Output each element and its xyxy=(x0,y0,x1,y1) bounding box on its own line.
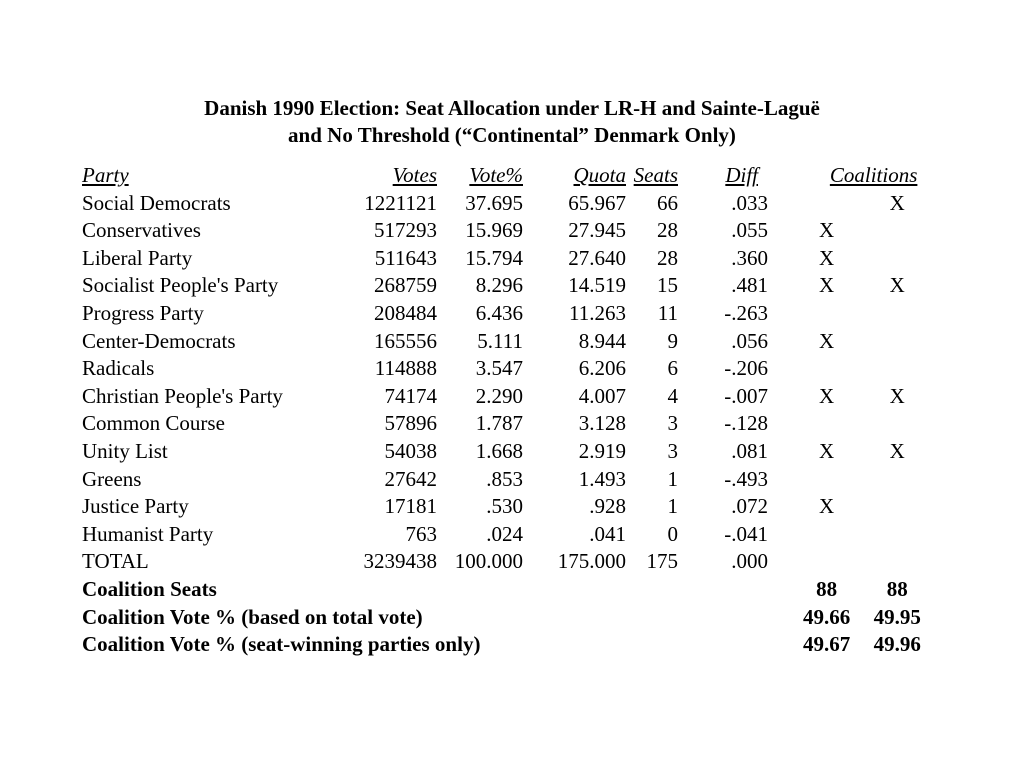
summary-value-coalition-1: 49.66 xyxy=(803,604,851,629)
summary-rows xyxy=(78,576,944,659)
title-line-1: Danish 1990 Election: Seat Allocation under LR-H and Sainte-Laguë xyxy=(204,96,820,120)
header-gap xyxy=(768,162,803,190)
summary-value-coalition-2: 88 xyxy=(886,576,908,601)
coalition-1-cell xyxy=(803,190,850,218)
table-title xyxy=(0,95,1024,149)
seats-cell: 1 xyxy=(667,494,678,519)
coalition-2-cell xyxy=(850,521,944,549)
coalition-2-cell xyxy=(850,300,944,328)
gap-cell xyxy=(768,521,803,549)
vote-pct-cell: 8.296 xyxy=(475,273,523,298)
gap-cell xyxy=(768,410,803,438)
diff-cell: .072 xyxy=(731,494,768,519)
table-row xyxy=(78,355,944,383)
summary-label: Coalition Seats xyxy=(82,576,217,601)
table-row xyxy=(78,493,944,521)
coalition-2-cell xyxy=(850,493,944,521)
party-name-cell: Radicals xyxy=(82,356,155,381)
vote-pct-cell: .853 xyxy=(486,466,523,491)
summary-label: Coalition Vote % (seat-winning parties only) xyxy=(82,632,481,657)
seats-cell: 9 xyxy=(667,328,678,353)
party-name-cell: TOTAL xyxy=(82,549,149,574)
header-row xyxy=(78,162,944,190)
party-name-cell: Liberal Party xyxy=(82,245,193,270)
coalition-2-cell: X xyxy=(889,438,905,463)
votes-cell: 511643 xyxy=(374,245,437,270)
gap-cell xyxy=(768,383,803,411)
coalition-2-cell xyxy=(850,328,944,356)
coalition-1-cell: X xyxy=(819,383,835,408)
vote-pct-cell: 37.695 xyxy=(465,190,523,215)
seats-cell: 15 xyxy=(657,273,678,298)
quota-cell: 6.206 xyxy=(578,356,626,381)
diff-cell: .081 xyxy=(731,438,768,463)
diff-cell: .000 xyxy=(731,549,768,574)
quota-cell: 8.944 xyxy=(578,328,626,353)
diff-cell: .360 xyxy=(731,245,768,270)
vote-pct-cell: 6.436 xyxy=(475,300,523,325)
coalition-2-cell xyxy=(850,245,944,273)
coalition-2-cell: X xyxy=(889,273,905,298)
diff-cell: .055 xyxy=(731,218,768,243)
diff-cell: -.041 xyxy=(724,521,768,546)
table-row xyxy=(78,217,944,245)
table-row xyxy=(78,383,944,411)
seats-cell: 28 xyxy=(657,218,678,243)
diff-cell: -.128 xyxy=(724,411,768,436)
gap-cell xyxy=(768,355,803,383)
quota-cell: 2.919 xyxy=(578,438,626,463)
summary-value-coalition-1: 88 xyxy=(816,576,838,601)
coalition-1-cell: X xyxy=(819,218,835,243)
vote-pct-cell: 2.290 xyxy=(475,383,523,408)
party-name-cell: Humanist Party xyxy=(82,521,214,546)
table-row xyxy=(78,190,944,218)
seats-cell: 1 xyxy=(667,466,678,491)
seats-cell: 3 xyxy=(667,438,678,463)
vote-pct-cell: .530 xyxy=(486,494,523,519)
coalition-2-cell: X xyxy=(889,383,905,408)
table-row xyxy=(78,300,944,328)
coalition-2-cell: X xyxy=(889,190,905,215)
coalition-2-cell xyxy=(850,548,944,576)
quota-cell: .041 xyxy=(589,521,626,546)
coalition-1-cell: X xyxy=(819,273,835,298)
seat-allocation-table xyxy=(78,162,944,659)
coalition-2-cell xyxy=(850,217,944,245)
summary-value-coalition-1: 49.67 xyxy=(803,632,851,657)
seats-cell: 0 xyxy=(667,521,678,546)
votes-cell: 74174 xyxy=(384,383,437,408)
table-row xyxy=(78,245,944,273)
seats-cell: 66 xyxy=(657,190,678,215)
votes-cell: 57896 xyxy=(384,411,437,436)
table-row xyxy=(78,328,944,356)
diff-cell: .481 xyxy=(731,273,768,298)
quota-cell: 27.945 xyxy=(568,218,626,243)
coalition-1-cell xyxy=(803,466,850,494)
vote-pct-cell: 3.547 xyxy=(475,356,523,381)
quota-cell: 4.007 xyxy=(578,383,626,408)
title-line-2: and No Threshold (“Continental” Denmark Only) xyxy=(288,123,736,147)
diff-cell: -.206 xyxy=(724,356,768,381)
party-name-cell: Greens xyxy=(82,466,142,491)
votes-cell: 3239438 xyxy=(363,549,437,574)
coalition-2-cell xyxy=(850,355,944,383)
table-row xyxy=(78,521,944,549)
quota-cell: 1.493 xyxy=(578,466,626,491)
gap-cell xyxy=(768,328,803,356)
summary-value-coalition-2: 49.95 xyxy=(873,604,921,629)
quota-cell: 27.640 xyxy=(568,245,626,270)
vote-pct-cell: 15.794 xyxy=(465,245,523,270)
gap-cell xyxy=(768,548,803,576)
diff-cell: .056 xyxy=(731,328,768,353)
votes-cell: 114888 xyxy=(374,356,437,381)
seats-cell: 28 xyxy=(657,245,678,270)
vote-pct-cell: 5.111 xyxy=(477,328,523,353)
votes-cell: 54038 xyxy=(384,438,437,463)
party-name-cell: Justice Party xyxy=(82,494,189,519)
gap-cell xyxy=(768,190,803,218)
header-party: Party xyxy=(82,163,129,187)
seats-cell: 175 xyxy=(646,549,678,574)
gap-cell xyxy=(768,300,803,328)
table-row xyxy=(78,548,944,576)
diff-cell: -.007 xyxy=(724,383,768,408)
coalition-1-cell: X xyxy=(819,328,835,353)
coalition-1-cell: X xyxy=(819,494,835,519)
summary-value-coalition-2: 49.96 xyxy=(873,632,921,657)
summary-row xyxy=(78,576,944,604)
party-name-cell: Progress Party xyxy=(82,300,204,325)
coalition-1-cell: X xyxy=(819,438,835,463)
header-votes: Votes xyxy=(392,163,437,187)
coalition-1-cell xyxy=(803,355,850,383)
header-vote-pct: Vote% xyxy=(469,163,523,187)
header-coalitions: Coalitions xyxy=(829,163,918,187)
quota-cell: 11.263 xyxy=(569,300,626,325)
header-diff: Diff xyxy=(725,163,758,187)
table-row xyxy=(78,410,944,438)
gap-cell xyxy=(768,245,803,273)
party-rows xyxy=(78,190,944,576)
coalition-1-cell xyxy=(803,548,850,576)
party-name-cell: Conservatives xyxy=(82,218,201,243)
party-name-cell: Unity List xyxy=(82,438,168,463)
gap-cell xyxy=(768,272,803,300)
header-seats: Seats xyxy=(633,163,678,187)
gap-cell xyxy=(768,217,803,245)
votes-cell: 268759 xyxy=(374,273,437,298)
party-name-cell: Common Course xyxy=(82,411,225,436)
table-row xyxy=(78,438,944,466)
summary-row xyxy=(78,631,944,659)
diff-cell: -.493 xyxy=(724,466,768,491)
seats-cell: 11 xyxy=(657,300,678,325)
votes-cell: 763 xyxy=(405,521,437,546)
votes-cell: 208484 xyxy=(374,300,437,325)
coalition-2-cell xyxy=(850,466,944,494)
header-quota: Quota xyxy=(573,163,626,187)
summary-label: Coalition Vote % (based on total vote) xyxy=(82,604,423,629)
coalition-1-cell xyxy=(803,521,850,549)
party-name-cell: Social Democrats xyxy=(82,190,231,215)
quota-cell: 175.000 xyxy=(557,549,626,574)
votes-cell: 1221121 xyxy=(364,190,437,215)
votes-cell: 517293 xyxy=(374,218,437,243)
vote-pct-cell: 100.000 xyxy=(454,549,523,574)
vote-pct-cell: 1.787 xyxy=(475,411,523,436)
quota-cell: 3.128 xyxy=(578,411,626,436)
vote-pct-cell: .024 xyxy=(486,521,523,546)
quota-cell: .928 xyxy=(589,494,626,519)
diff-cell: .033 xyxy=(731,190,768,215)
table-row xyxy=(78,272,944,300)
party-name-cell: Christian People's Party xyxy=(82,383,283,408)
coalition-1-cell: X xyxy=(819,245,835,270)
table-row xyxy=(78,466,944,494)
gap-cell xyxy=(768,438,803,466)
votes-cell: 17181 xyxy=(384,494,437,519)
party-name-cell: Socialist People's Party xyxy=(82,273,279,298)
votes-cell: 27642 xyxy=(384,466,437,491)
quota-cell: 65.967 xyxy=(568,190,626,215)
vote-pct-cell: 1.668 xyxy=(475,438,523,463)
seats-cell: 4 xyxy=(667,383,678,408)
gap-cell xyxy=(768,493,803,521)
coalition-1-cell xyxy=(803,300,850,328)
party-name-cell: Center-Democrats xyxy=(82,328,236,353)
seats-cell: 6 xyxy=(667,356,678,381)
seats-cell: 3 xyxy=(667,411,678,436)
votes-cell: 165556 xyxy=(374,328,437,353)
coalition-2-cell xyxy=(850,410,944,438)
quota-cell: 14.519 xyxy=(568,273,626,298)
vote-pct-cell: 15.969 xyxy=(465,218,523,243)
coalition-1-cell xyxy=(803,410,850,438)
gap-cell xyxy=(768,466,803,494)
summary-row xyxy=(78,604,944,632)
diff-cell: -.263 xyxy=(724,300,768,325)
